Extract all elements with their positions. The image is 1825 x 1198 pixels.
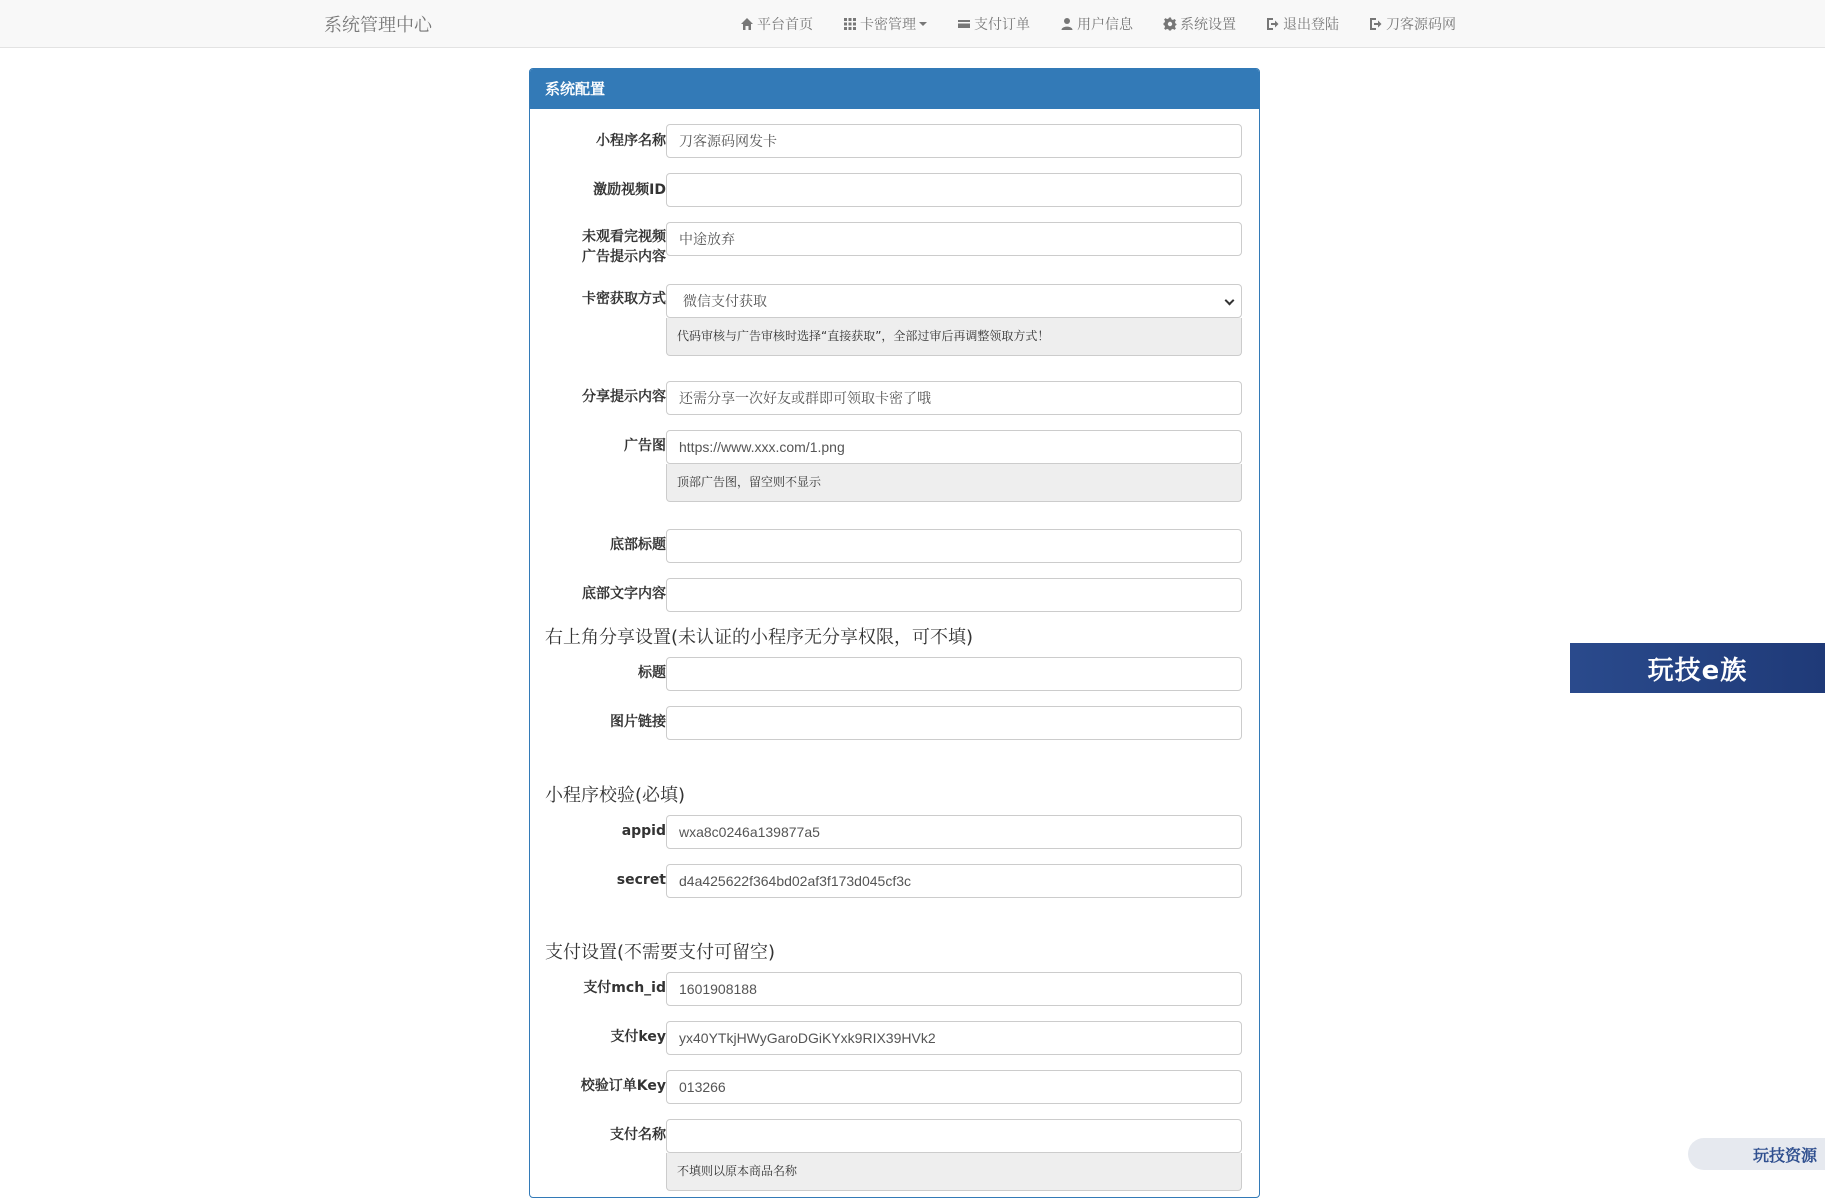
pay-key-label: 支付key (610, 1029, 666, 1045)
user-icon (1060, 17, 1074, 31)
card-method-label: 卡密获取方式 (582, 291, 666, 307)
app-name-label: 小程序名称 (596, 133, 666, 149)
chevron-down-icon (919, 22, 927, 26)
footer-text-input[interactable] (666, 578, 1242, 612)
nav-item-card-management[interactable] (843, 14, 927, 34)
secret-input[interactable]: d4a425622f364bd02af3f173d045cf3c (666, 864, 1242, 898)
footer-text-label: 底部文字内容 (582, 586, 666, 602)
nav-label: 退出登陆 (1283, 17, 1339, 33)
logout-icon (1369, 17, 1383, 31)
secret-label: secret (616, 872, 666, 888)
chevron-down-icon (1225, 296, 1235, 306)
reward-video-id-input[interactable] (666, 173, 1242, 207)
ad-image-label: 广告图 (624, 438, 666, 454)
reward-video-id-label: 激励视频ID (593, 182, 666, 198)
unwatched-tip-label-line1: 未观看完视频 (582, 229, 666, 245)
nav-label: 支付订单 (974, 17, 1030, 33)
grid-icon (843, 17, 857, 31)
unwatched-tip-input[interactable]: 中途放弃 (666, 222, 1242, 256)
nav-label: 刀客源码网 (1386, 17, 1456, 33)
footer-title-input[interactable] (666, 529, 1242, 563)
share-title-label: 标题 (638, 665, 666, 681)
order-key-input[interactable]: 013266 (666, 1070, 1242, 1104)
share-image-input[interactable] (666, 706, 1242, 740)
nav-item-home[interactable] (740, 14, 813, 34)
pay-name-input[interactable] (666, 1119, 1242, 1153)
pay-name-label: 支付名称 (610, 1127, 666, 1143)
share-tip-input[interactable]: 还需分享一次好友或群即可领取卡密了哦 (666, 381, 1242, 415)
home-icon (740, 17, 754, 31)
card-method-select[interactable] (666, 284, 1242, 318)
card-method-selected: 微信支付获取 (683, 293, 767, 309)
nav-item-logout[interactable] (1266, 14, 1339, 34)
section-app-verify: 小程序校验(必填) (545, 785, 686, 806)
app-name-input[interactable]: 刀客源码网发卡 (666, 124, 1242, 158)
top-navbar (0, 0, 1825, 48)
share-tip-label: 分享提示内容 (582, 389, 666, 405)
ad-image-help: 顶部广告图，留空则不显示 (666, 464, 1242, 502)
nav-label: 平台首页 (757, 17, 813, 33)
nav-label: 卡密管理 (860, 17, 916, 33)
nav-label: 用户信息 (1077, 17, 1133, 33)
nav-item-daoke-site[interactable] (1369, 14, 1456, 34)
gear-icon (1163, 17, 1177, 31)
pay-name-help: 不填则以原本商品名称 (666, 1153, 1242, 1191)
appid-input[interactable]: wxa8c0246a139877a5 (666, 815, 1242, 849)
appid-label: appid (621, 823, 666, 839)
watermark-banner-right: 玩技e族 (1570, 643, 1825, 693)
section-payment-settings: 支付设置(不需要支付可留空) (545, 942, 776, 963)
share-title-input[interactable] (666, 657, 1242, 691)
nav-label: 系统设置 (1180, 17, 1236, 33)
mch-id-input[interactable]: 1601908188 (666, 972, 1242, 1006)
watermark-badge-bottom: 玩技资源 (1688, 1138, 1825, 1170)
panel-title: 系统配置 (530, 69, 1259, 109)
nav-item-system-settings[interactable] (1163, 14, 1236, 34)
logout-icon (1266, 17, 1280, 31)
nav-item-payment-orders[interactable] (957, 14, 1030, 34)
unwatched-tip-label-line2: 广告提示内容 (582, 249, 666, 265)
mch-id-label: 支付mch_id (583, 980, 666, 996)
nav-item-user-info[interactable] (1060, 14, 1133, 34)
section-share-settings: 右上角分享设置(未认证的小程序无分享权限，可不填) (545, 627, 974, 648)
card-method-help: 代码审核与广告审核时选择“直接获取”，全部过审后再调整领取方式！ (666, 318, 1242, 356)
main-nav (740, 0, 1456, 48)
share-image-label: 图片链接 (610, 714, 666, 730)
footer-title-label: 底部标题 (610, 537, 666, 553)
credit-card-icon (957, 17, 971, 31)
order-key-label: 校验订单Key (580, 1078, 666, 1094)
system-config-panel (529, 68, 1260, 1198)
pay-key-input[interactable]: yx40YTkjHWyGaroDGiKYxk9RIX39HVk2 (666, 1021, 1242, 1055)
brand-title[interactable]: 系统管理中心 (324, 15, 432, 36)
ad-image-input[interactable]: https://www.xxx.com/1.png (666, 430, 1242, 464)
